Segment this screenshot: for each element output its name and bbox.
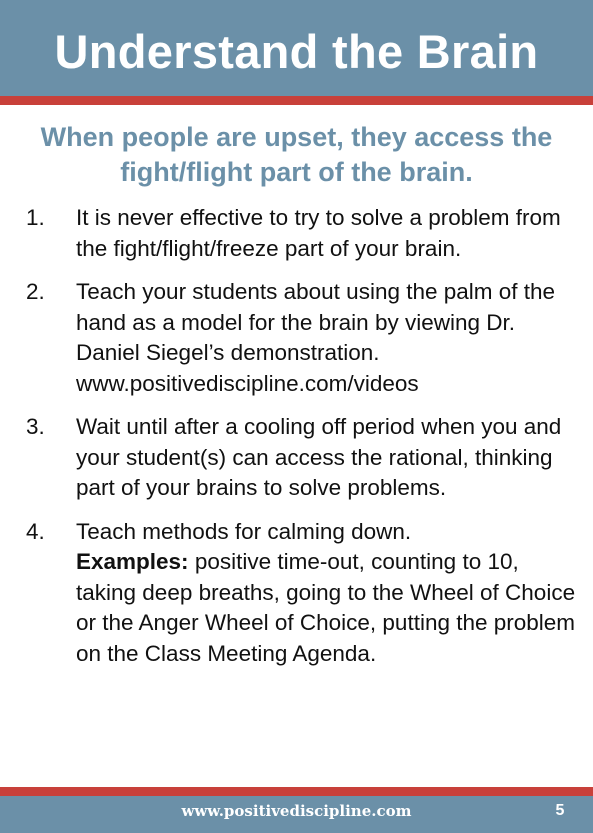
footer-url: www.positivediscipline.com (181, 802, 412, 820)
list-item (20, 517, 580, 670)
item-text: It is never effective to try to solve a problem from the fight/flight/freeze part of your brain. (76, 205, 561, 261)
examples-text: positive time-out, counting to 10, taking deep breaths, going to the Wheel of Choice or the Anger Wheel of Choice, putting the problem on the Class Meeting Agenda. (76, 549, 576, 666)
item-text (76, 517, 580, 670)
item-lead: Teach methods for calming down. (76, 518, 412, 544)
item-number: 4. (26, 518, 45, 544)
list-item (20, 412, 580, 504)
item-text: Wait until after a cooling off period when you and your student(s) can access the rational, thinking part of your brains to solve problems. (76, 414, 562, 500)
item-number: 2. (26, 279, 45, 304)
header-divider (0, 96, 593, 105)
page-number: 5 (555, 802, 565, 819)
footer-divider (0, 787, 593, 796)
subtitle: When people are upset, they access the fight/flight part of the brain. (40, 122, 553, 187)
list-item (20, 203, 580, 264)
tips-list (20, 203, 580, 682)
list-item (20, 277, 580, 399)
examples-label: Examples: (76, 549, 189, 574)
page-title: Understand the Brain (54, 25, 539, 78)
item-number: 1. (26, 205, 45, 230)
item-number: 3. (26, 414, 45, 439)
item-text: Teach your students about using the palm of the hand as a model for the brain by viewing Dr. Daniel Siegel’s demonstration. www.positivediscipline.com/videos (76, 279, 556, 396)
